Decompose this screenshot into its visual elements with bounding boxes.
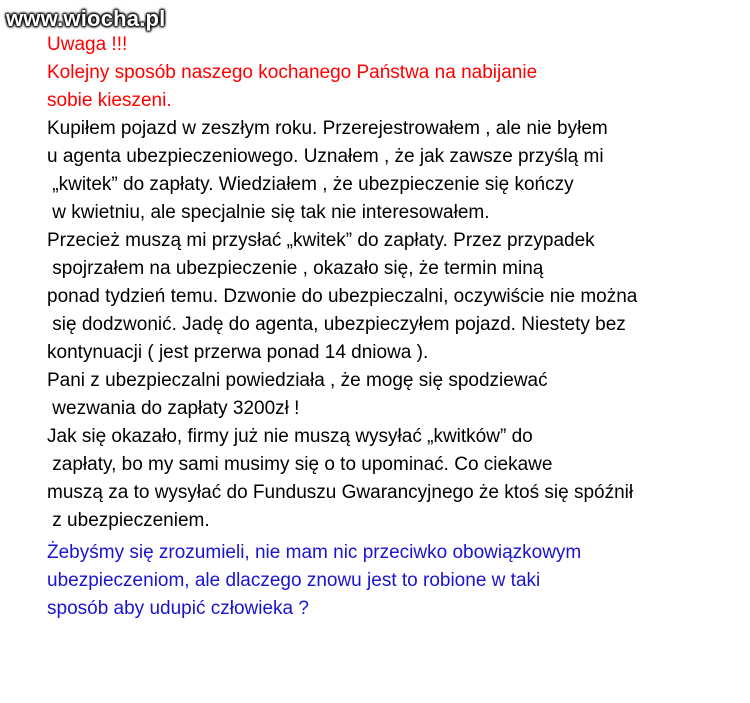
text-line-15: Jak się okazało, firmy już nie muszą wysyłać „kwitków” do <box>47 426 533 447</box>
text-line-18: z ubezpieczeniem. <box>47 510 210 531</box>
watermark-logo: www.wiocha.pl <box>6 6 166 31</box>
text-line-12: kontynuacji ( jest przerwa ponad 14 dniowa ). <box>47 342 429 363</box>
text-line-17: muszą za to wysyłać do Funduszu Gwarancyjnego że ktoś się spóźnił <box>47 482 634 503</box>
text-line-20: ubezpieczeniom, ale dlaczego znowu jest to robione w taki <box>47 570 541 591</box>
text-line-21: sposób aby udupić człowieka ? <box>47 598 309 619</box>
text-line-14: wezwania do zapłaty 3200zł ! <box>47 398 300 419</box>
text-line-7: w kwietniu, ale specjalnie się tak nie interesowałem. <box>47 202 490 223</box>
text-line-10: ponad tydzień temu. Dzwonie do ubezpieczalni, oczywiście nie można <box>47 286 638 307</box>
text-line-19: Żebyśmy się zrozumieli, nie mam nic przeciwko obowiązkowym <box>47 542 582 563</box>
text-line-9: spojrzałem na ubezpieczenie , okazało się, że termin miną <box>47 258 544 279</box>
text-line-6: „kwitek” do zapłaty. Wiedziałem , że ubezpieczenie się kończy <box>47 174 574 195</box>
text-line-5: u agenta ubezpieczeniowego. Uznałem , że jak zawsze przyślą mi <box>47 146 604 167</box>
text-line-8: Przecież muszą mi przysłać „kwitek” do zapłaty. Przez przypadek <box>47 230 595 251</box>
text-line-4: Kupiłem pojazd w zeszłym roku. Przerejestrowałem , ale nie byłem <box>47 118 608 139</box>
text-line-11: się dodzwonić. Jadę do agenta, ubezpieczyłem pojazd. Niestety bez <box>47 314 626 335</box>
text-line-2: Kolejny sposób naszego kochanego Państwa na nabijanie <box>47 62 538 83</box>
text-line-13: Pani z ubezpieczalni powiedziała , że mogę się spodziewać <box>47 370 548 391</box>
text-line-3: sobie kieszeni. <box>47 90 172 111</box>
text-line-16: zapłaty, bo my sami musimy się o to upominać. Co ciekawe <box>47 454 553 475</box>
text-line-1: Uwaga !!! <box>47 34 128 55</box>
